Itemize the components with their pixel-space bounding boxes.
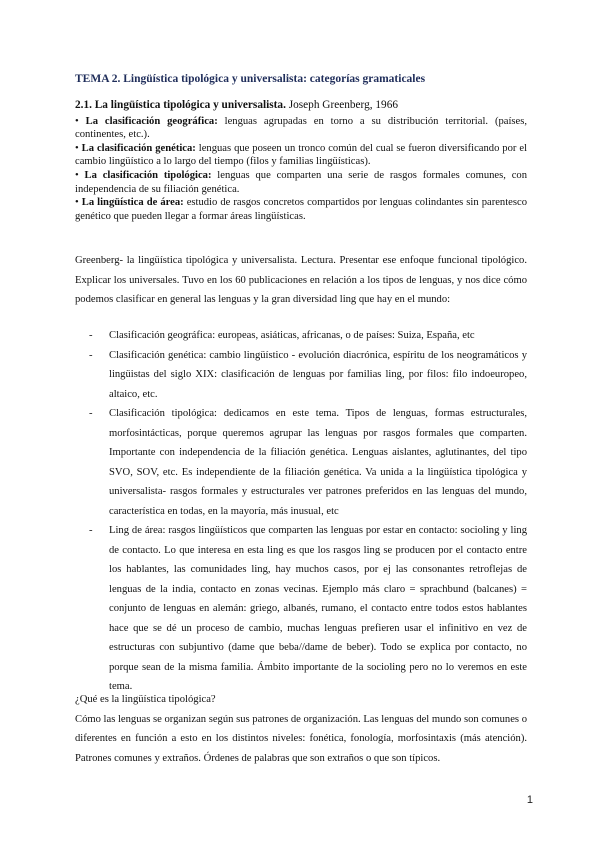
list-item (75, 346, 527, 405)
intro-block (75, 251, 527, 310)
document-title: TEMA 2. Lingüística tipológica y universalista: categorías gramaticales (75, 73, 426, 85)
bullet-marker: • (75, 142, 79, 154)
section-heading-text: 2.1. La lingüística tipológica y universalista. (75, 99, 286, 111)
page-number: 1 (526, 794, 533, 806)
bullet-term: La lingüística de área: (81, 197, 184, 209)
bullet-geographic (75, 115, 527, 142)
bullet-text: lenguas que comparten una serie de rasgos formales comunes, con independencia de su filiación genética. (75, 169, 527, 195)
list-item (75, 404, 527, 521)
bullet-text: lenguas que poseen un tronco común del cual se fueron diversificando por el cambio lingüístico a lo largo del tiempo (filos y familias lingüísticas). (75, 142, 528, 168)
bullet-term: La clasificación genética: (81, 142, 196, 154)
bullet-term: La clasificación tipológica: (84, 169, 212, 181)
bullet-marker: • (75, 169, 79, 181)
bullet-text: lenguas agrupadas en torno a su distribución territorial. (países, continentes, etc.). (75, 115, 528, 141)
bullet-area (75, 196, 527, 223)
bullet-marker: • (75, 115, 79, 127)
bullet-text: estudio de rasgos concretos compartidos por lenguas colindantes sin parentesco genético que pueden llegar a formar áreas lingüísticas. (75, 197, 527, 222)
list-dash: - (89, 349, 93, 361)
list-dash: - (89, 408, 93, 419)
list-item (75, 521, 527, 697)
bullet-marker: • (75, 197, 79, 209)
closing-block (75, 690, 527, 768)
closing-paragraph: Cómo las lenguas se organizan según sus patrones de organización. Las lenguas del mundo son comunes o diferentes en función a esto en los distintos niveles: fonética, fonología, morfosintaxis (más atención). Patrones comunes y extraños. Órdenes de palabras que son extraños o que son típicos. (75, 713, 527, 764)
section-author: Joseph Greenberg, 1966 (285, 99, 398, 111)
list-dash: - (89, 330, 93, 341)
list-dash: - (89, 525, 93, 536)
bullet-genetic (75, 142, 527, 169)
question-line: ¿Qué es la lingüística tipológica? (75, 694, 216, 705)
section-1 (75, 99, 527, 223)
section-heading (75, 99, 527, 113)
classification-list (75, 326, 527, 697)
bullet-term: La clasificación geográfica: (85, 115, 218, 127)
list-item (75, 326, 527, 346)
list-item-text: Clasificación tipológica: dedicamos en este tema. Tipos de lenguas, formas estructurales, morfosintácticas, porque queremos agrupar las lenguas por rasgos formales que comparten. Importante con independencia de la filiación genética. Lenguas aislantes, aglutinantes, del tipo SVO, SOV, etc. Es independiente de la filiación genética. Va unida a la lingüística tipológica y universalista- rasgos formales y estructurales ver patrones preferidos en las lenguas del mundo, característica en todas, en la mayoría, más inusual, etc (109, 408, 527, 517)
bullet-typological (75, 169, 527, 196)
list-item-text: Ling de área: rasgos lingüísticos que comparten las lenguas por estar en contacto: socioling y ling de contacto. Lo que interesa en esta ling es que los rasgos ling se producen por el contacto entre los hablantes, las comunidades ling, hay muchos casos, por ej las consonantes retroflejas de lenguas de la india, contacto en zonas vecinas. Ejemplo más claro = sprachbund (balcanes) = conjunto de lenguas en alemán: griego, albanés, rumano, el contacto entre todos estos hablantes hace que se dé un proceso de cambio, muchas lenguas prefieren usar el infinitivo en vez de estructuras con subjuntivo (dame que beba//dame de beber). Todo se explica por contacto, no porque sean de la misma familia. Ámbito importante de la socioling pero no lo veremos en este tema. (109, 525, 527, 692)
list-item-text: Clasificación genética: cambio lingüístico - evolución diacrónica, espíritu de los neogramáticos y lingüistas del siglo XIX: clasificación de lenguas por familias ling, por filos: filo indoeuropeo, altaico, etc. (109, 349, 527, 400)
intro-paragraph: Greenberg- la lingüística tipológica y universalista. Lectura. Presentar ese enfoque funcional tipológico. Explicar los universales. Tuvo en los 60 publicaciones en relación a los tipos de lenguas, y nos dice cómo podemos clasificar en general las lenguas y la gran diversidad ling que hay en el mundo: (75, 255, 527, 305)
list-item-text: Clasificación geográfica: europeas, asiáticas, africanas, o de países: Suiza, España, etc (109, 330, 475, 341)
